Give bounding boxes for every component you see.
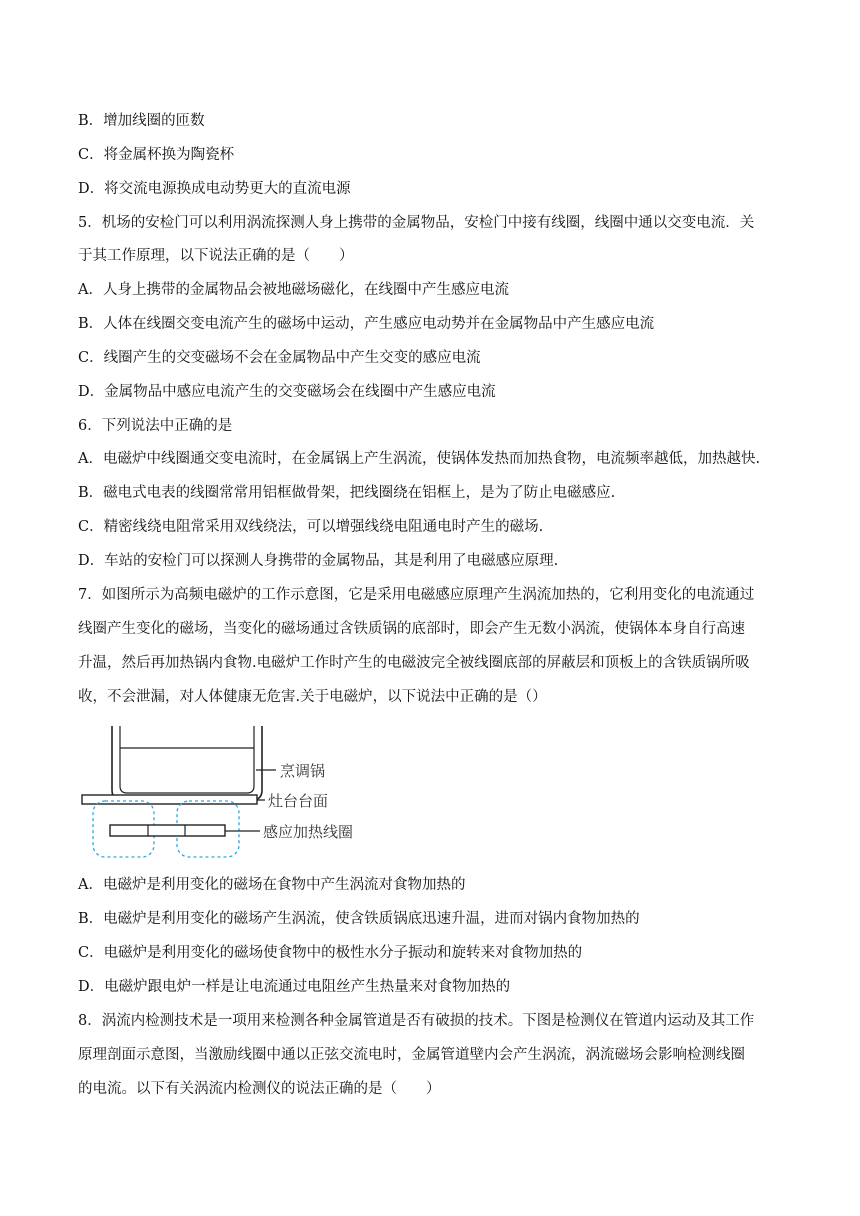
option-7a: A．电磁炉是利用变化的磁场在食物中产生涡流对食物加热的 xyxy=(78,877,466,893)
question-8-line-1: 8．涡流内检测技术是一项用来检测各种金属管道是否有破损的技术。下图是检测仪在管道内运动及其工作 xyxy=(78,1013,755,1029)
option-4c: C．将金属杯换为陶瓷杯 xyxy=(78,147,235,163)
option-7b: B．电磁炉是利用变化的磁场产生涡流，使含铁质锅底迅速升温，进而对锅内食物加热的 xyxy=(78,911,640,927)
question-7-line-4: 收，不会泄漏，对人体健康无危害.关于电磁炉，以下说法中正确的是（） xyxy=(78,689,547,705)
question-8-line-2: 原理剖面示意图，当激励线圈中通以正弦交流电时，金属管道壁内会产生涡流，涡流磁场会影响检测线圈 xyxy=(78,1047,745,1063)
coil-shape xyxy=(110,825,225,836)
label-pot: 烹调锅 xyxy=(280,762,326,780)
question-7-line-1: 7．如图所示为高频电磁炉的工作示意图，它是采用电磁感应原理产生涡流加热的，它利用变化的电流通过 xyxy=(78,587,755,603)
stove-top-shape xyxy=(82,795,257,804)
option-4b: B．增加线圈的匝数 xyxy=(78,113,205,129)
label-coil: 感应加热线圈 xyxy=(263,823,354,841)
question-7-line-2: 线圈产生变化的磁场，当变化的磁场通过含铁质锅的底部时，即会产生无数小涡流，使锅体本身自行高速 xyxy=(78,621,745,637)
question-8-line-3: 的电流。以下有关涡流内检测仪的说法正确的是（ ） xyxy=(78,1081,441,1097)
question-6: 6．下列说法中正确的是 xyxy=(78,418,233,434)
option-5b: B．人体在线圈交变电流产生的磁场中运动，产生感应电动势并在金属物品中产生感应电流 xyxy=(78,316,655,332)
option-6a: A．电磁炉中线圈通交变电流时，在金属锅上产生涡流，使锅体发热而加热食物，电流频率越低，加热越快. xyxy=(78,451,761,467)
label-stove: 灶台台面 xyxy=(268,792,329,810)
option-5c: C．线圈产生的交变磁场不会在金属物品中产生交变的感应电流 xyxy=(78,350,481,366)
option-5d: D．金属物品中感应电流产生的交变磁场会在线圈中产生感应电流 xyxy=(78,384,496,400)
pot-inner-shape xyxy=(120,726,254,793)
question-7-line-3: 升温，然后再加热锅内食物.电磁炉工作时产生的电磁波完全被线圈底部的屏蔽层和顶板上的含铁质锅所吸 xyxy=(78,655,750,671)
option-6c: C．精密线绕电阻常采用双线绕法，可以增强线绕电阻通电时产生的磁场. xyxy=(78,519,544,535)
option-6b: B．磁电式电表的线圈常常用铝框做骨架，把线圈绕在铝框上，是为了防止电磁感应. xyxy=(78,485,616,501)
question-5-line-1: 5．机场的安检门可以利用涡流探测人身上携带的金属物品，安检门中接有线圈，线圈中通以交变电流．关 xyxy=(78,215,755,231)
question-5-line-2: 于其工作原理，以下说法正确的是（ ） xyxy=(78,248,354,264)
option-6d: D．车站的安检门可以探测人身携带的金属物品，其是利用了电磁感应原理. xyxy=(78,553,559,569)
option-4d: D．将交流电源换成电动势更大的直流电源 xyxy=(78,181,351,197)
pot-outer-shape xyxy=(112,726,262,800)
option-7d: D．电磁炉跟电炉一样是让电流通过电阻丝产生热量来对食物加热的 xyxy=(78,979,511,995)
option-7c: C．电磁炉是利用变化的磁场使食物中的极性水分子振动和旋转来对食物加热的 xyxy=(78,945,583,961)
option-5a: A．人身上携带的金属物品会被地磁场磁化，在线圈中产生感应电流 xyxy=(78,282,509,298)
induction-cooker-diagram xyxy=(80,720,380,860)
